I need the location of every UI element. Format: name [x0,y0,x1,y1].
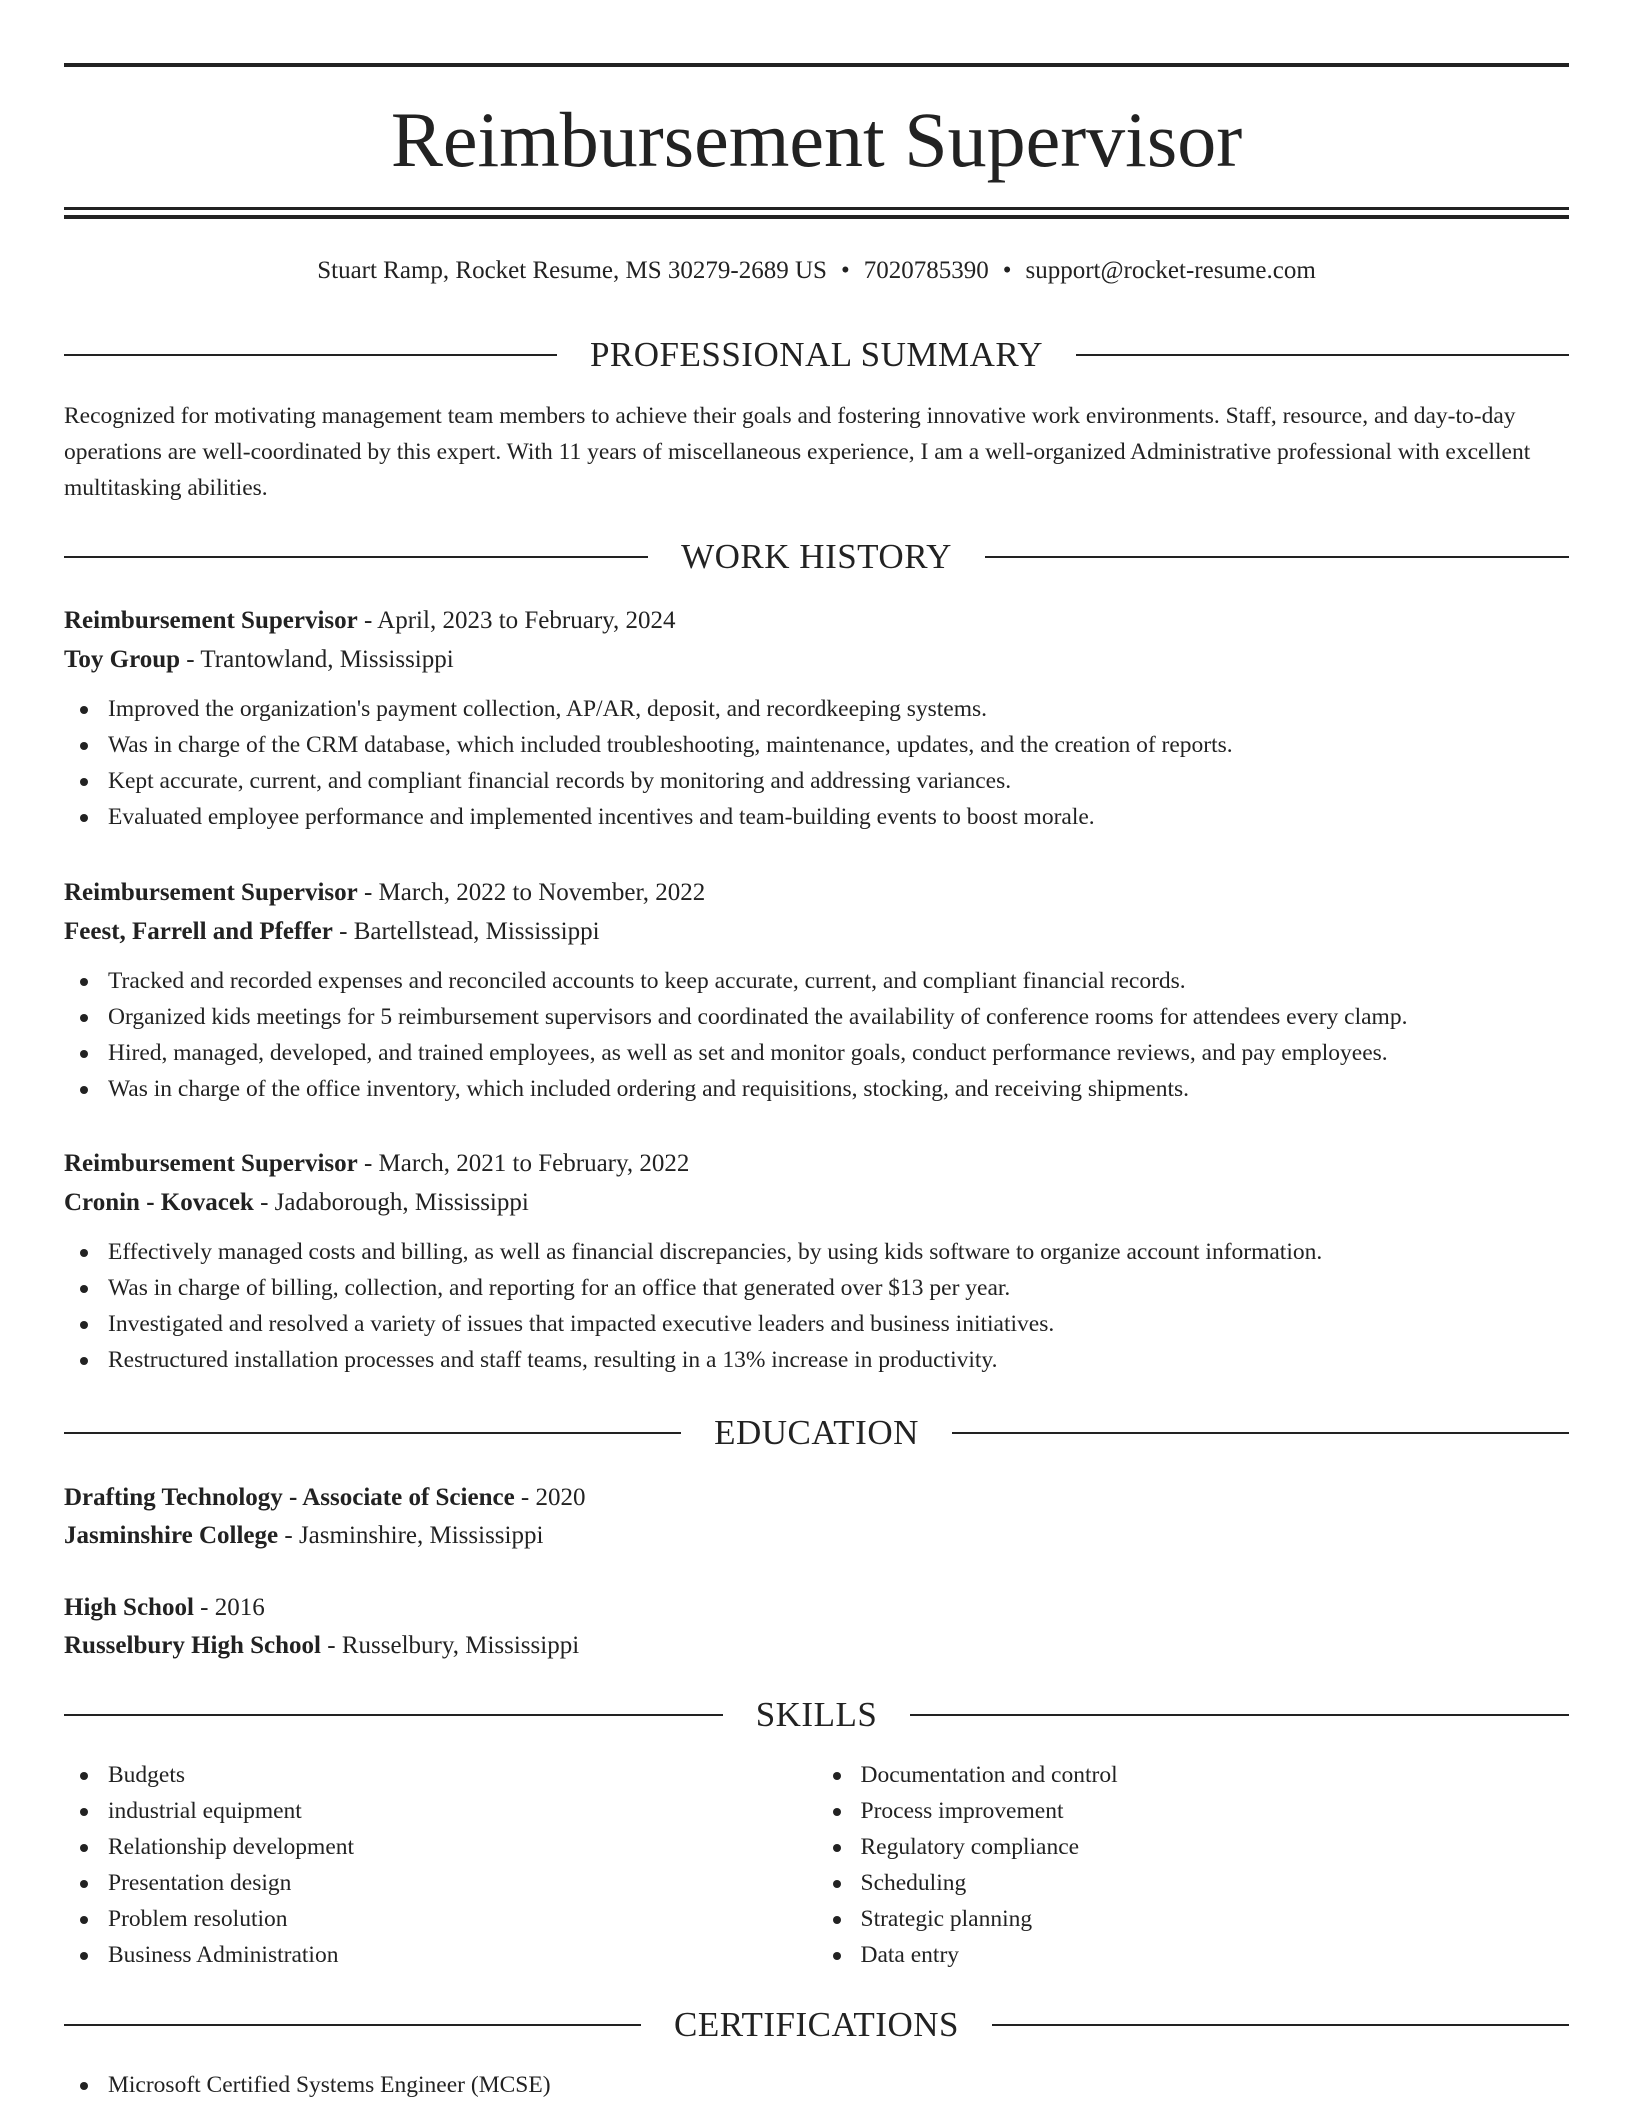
education-school-line [64,1517,1569,1555]
education-degree-line [64,1479,1569,1517]
job-title-line [64,1146,1569,1185]
job-bullet: Was in charge of billing, collection, and reporting for an office that generated over $13 per year. [64,1270,1569,1306]
job-location: - Trantowland, Mississippi [180,646,454,673]
contact-line [64,255,1569,287]
job-bullets [64,691,1569,835]
skills-column-right [817,1757,1570,1973]
heading-rule-right [1076,354,1569,356]
education-location: - Russelbury, Mississippi [321,1632,580,1659]
job-title: Reimbursement Supervisor [64,879,358,906]
section-title: WORK HISTORY [681,537,952,576]
skill-item: Scheduling [817,1865,1570,1901]
job-location: - Jadaborough, Mississippi [253,1189,529,1216]
job-company-line [64,914,1569,953]
skill-item: industrial equipment [64,1793,817,1829]
job-bullet: Effectively managed costs and billing, as well as financial discrepancies, by using kids software to organize account information. [64,1234,1569,1270]
job-company-line [64,1185,1569,1224]
education-school: Jasminshire College [64,1522,279,1549]
education-year: - 2020 [514,1484,586,1511]
education-year: - 2016 [193,1594,265,1621]
contact-address: Stuart Ramp, Rocket Resume, MS 30279-2689 US [317,257,827,284]
heading-rule-left [64,1432,681,1434]
header-rule-lower [64,215,1569,219]
job-bullet: Was in charge of the office inventory, which included ordering and requisitions, stocking, and receiving shipments. [64,1071,1569,1107]
job-bullets [64,963,1569,1107]
contact-phone: 7020785390 [863,257,989,284]
job-company: Toy Group [64,646,181,673]
heading-rule-left [64,1714,723,1716]
job-bullet: Tracked and recorded expenses and reconciled accounts to keep accurate, current, and compliant financial records. [64,963,1569,999]
section-heading-skills [64,1693,1569,1737]
skill-item: Budgets [64,1757,817,1793]
contact-separator: • [840,257,850,284]
section-heading-summary [64,333,1569,377]
job-title: Reimbursement Supervisor [64,607,358,634]
skill-item: Relationship development [64,1829,817,1865]
job-bullets [64,1234,1569,1378]
skill-item: Business Administration [64,1937,817,1973]
skill-item: Regulatory compliance [817,1829,1570,1865]
job-bullet: Kept accurate, current, and compliant financial records by monitoring and addressing variances. [64,763,1569,799]
heading-rule-right [952,1432,1569,1434]
job-company-line [64,642,1569,681]
skill-item: Documentation and control [817,1757,1570,1793]
job-dates: - March, 2021 to February, 2022 [357,1150,690,1177]
contact-separator: • [1002,257,1012,284]
job-company: Feest, Farrell and Pfeffer [64,918,333,945]
certifications-items [64,2067,1569,2103]
education-school: Russelbury High School [64,1632,322,1659]
job-title-line [64,875,1569,914]
skill-item: Strategic planning [817,1901,1570,1937]
job-title: Reimbursement Supervisor [64,1150,358,1177]
job-bullet: Restructured installation processes and staff teams, resulting in a 13% increase in productivity. [64,1342,1569,1378]
section-title: EDUCATION [714,1413,919,1452]
heading-rule-left [64,2024,641,2026]
job-bullet: Evaluated employee performance and implemented incentives and team-building events to boost morale. [64,799,1569,835]
section-title: CERTIFICATIONS [674,2005,959,2044]
contact-email: support@rocket-resume.com [1025,257,1316,284]
section-title: SKILLS [755,1695,878,1734]
education-entry [64,1589,1569,1665]
section-heading-education [64,1411,1569,1455]
top-rule [64,63,1569,67]
summary-text: Recognized for motivating management team members to achieve their goals and fostering innovative work environments. Staff, resource, and day-to-day operations are well-coordinated by this expert. With 11 years of miscellaneous experience, I am a well-organized Administrative professional with excellent multitasking abilities. [64,403,1531,501]
heading-rule-right [985,556,1569,558]
header-rule-upper [64,207,1569,210]
heading-rule-left [64,354,557,356]
skill-item: Presentation design [64,1865,817,1901]
job-entry [64,875,1569,1107]
heading-rule-right [910,1714,1569,1716]
certification-item: Microsoft Certified Systems Engineer (MCSE) [64,2067,1569,2103]
education-degree: High School [64,1594,194,1621]
section-title: PROFESSIONAL SUMMARY [589,335,1044,374]
job-entry [64,1146,1569,1378]
skills-list [64,1757,1569,1973]
job-bullet: Improved the organization's payment collection, AP/AR, deposit, and recordkeeping systems. [64,691,1569,727]
job-bullet: Organized kids meetings for 5 reimbursement supervisors and coordinated the availability of conference rooms for attendees every clamp. [64,999,1569,1035]
job-company: Cronin - Kovacek [64,1189,254,1216]
education-entry [64,1479,1569,1555]
education-school-line [64,1627,1569,1665]
job-dates: - April, 2023 to February, 2024 [357,607,676,634]
job-bullet: Hired, managed, developed, and trained employees, as well as set and monitor goals, conduct performance reviews, and pay employees. [64,1035,1569,1071]
job-title-line [64,603,1569,642]
job-bullet: Investigated and resolved a variety of issues that impacted executive leaders and business initiatives. [64,1306,1569,1342]
heading-rule-left [64,556,648,558]
skill-item: Data entry [817,1937,1570,1973]
education-degree: Drafting Technology - Associate of Science [64,1484,515,1511]
job-dates: - March, 2022 to November, 2022 [357,879,706,906]
job-entry [64,603,1569,835]
skill-item: Problem resolution [64,1901,817,1937]
resume-name: Reimbursement Supervisor [390,96,1243,183]
section-heading-certifications [64,2003,1569,2047]
heading-rule-right [992,2024,1569,2026]
skill-item: Process improvement [817,1793,1570,1829]
skills-column-left [64,1757,817,1973]
education-degree-line [64,1589,1569,1627]
job-bullet: Was in charge of the CRM database, which included troubleshooting, maintenance, updates, and the creation of reports. [64,727,1569,763]
section-heading-work-history [64,535,1569,579]
job-location: - Bartellstead, Mississippi [332,918,600,945]
education-location: - Jasminshire, Mississippi [278,1522,544,1549]
certifications-list [64,2067,1569,2103]
